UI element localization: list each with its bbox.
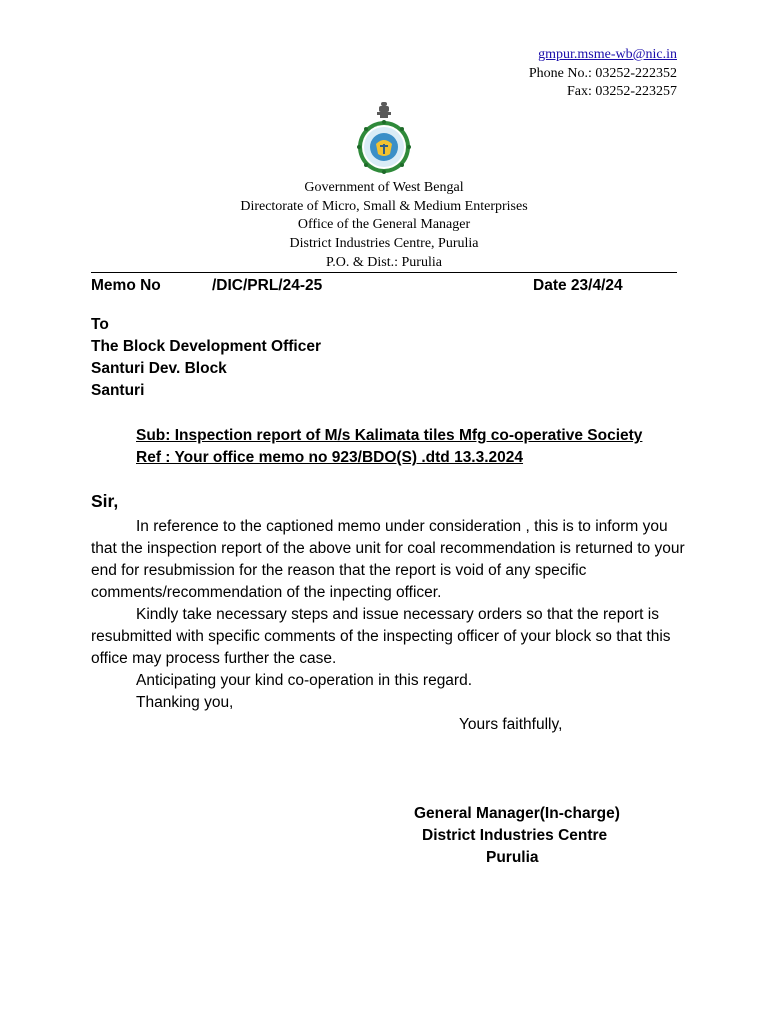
email-link[interactable]: gmpur.msme-wb@nic.in	[538, 47, 677, 62]
closing: Yours faithfully,	[459, 716, 563, 733]
signatory-place: Purulia	[486, 849, 539, 866]
header-divider	[91, 272, 677, 273]
memo-date: Date 23/4/24	[533, 277, 623, 294]
letter-body	[91, 516, 686, 714]
district-centre: District Industries Centre, Purulia	[289, 236, 479, 252]
directorate-name: Directorate of Micro, Small & Medium Enterprises	[240, 198, 528, 214]
signatory-office: District Industries Centre	[422, 827, 608, 844]
recipient-title: The Block Development Officer	[91, 338, 321, 355]
paragraph-1: In reference to the captioned memo under consideration , this is to inform you that the inspection report of the above unit for coal recommendation is returned to your end for resubmission for the reason that the report is void of any specific comments/recommendation of the inpecting officer.	[91, 518, 685, 601]
phone-number: Phone No.: 03252-222352	[528, 65, 677, 81]
govt-name: Government of West Bengal	[304, 180, 464, 195]
post-office: P.O. & Dist.: Purulia	[326, 254, 442, 270]
office-address-block	[0, 179, 768, 273]
paragraph-4: Thanking you,	[136, 694, 234, 711]
subject-block	[136, 425, 642, 469]
contact-block	[529, 46, 677, 102]
recipient-block-name: Santuri Dev. Block	[91, 360, 227, 377]
reference-line: Ref : Your office memo no 923/BDO(S) .dtd 13.3.2024	[136, 449, 524, 466]
west-bengal-emblem-icon	[354, 100, 414, 178]
subject-line: Sub: Inspection report of M/s Kalimata tiles Mfg co-operative Society	[136, 427, 643, 444]
memo-label: Memo No	[91, 277, 161, 294]
to-label: To	[91, 316, 109, 333]
signatory-designation: General Manager(In-charge)	[414, 805, 620, 822]
paragraph-2: Kindly take necessary steps and issue necessary orders so that the report is resubmitted with specific comments of the inspecting officer of your block so that this office may process further the case.	[91, 606, 671, 667]
office-name: Office of the General Manager	[297, 217, 471, 233]
paragraph-3: Anticipating your kind co-operation in this regard.	[136, 672, 473, 689]
salutation: Sir,	[91, 491, 119, 511]
fax-number: Fax: 03252-223257	[566, 84, 677, 99]
recipient-block	[91, 314, 321, 402]
recipient-place: Santuri	[91, 382, 145, 399]
memo-reference: /DIC/PRL/24-25	[212, 277, 323, 294]
